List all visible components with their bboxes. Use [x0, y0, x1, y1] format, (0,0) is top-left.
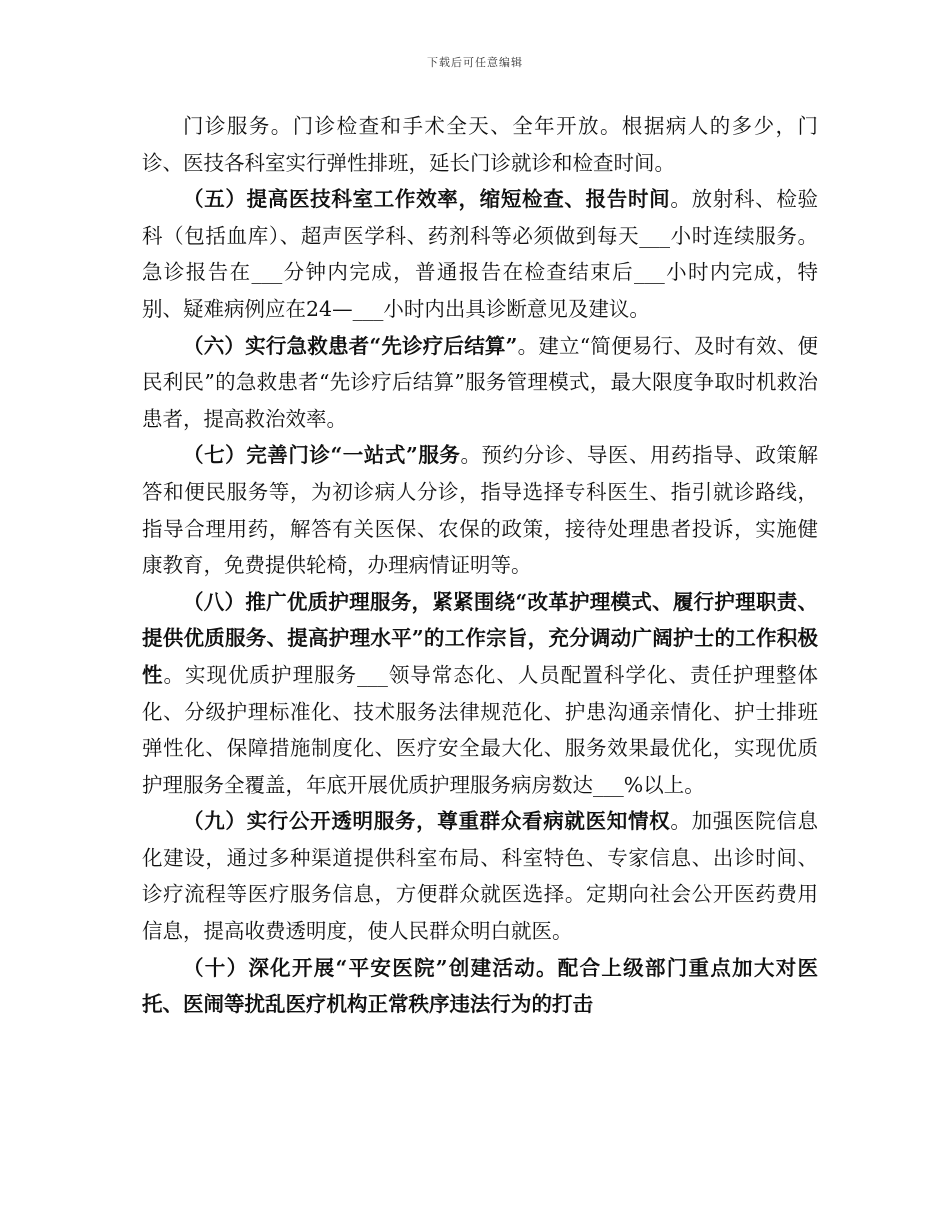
paragraph-section-7	[142, 437, 818, 583]
paragraph-lead: （五）提高医技科室工作效率，缩短检查、报告时间	[183, 187, 671, 212]
paragraph-section-8	[142, 584, 818, 804]
document-body	[142, 108, 818, 1023]
paragraph-lead: （十）深化开展“平安医院”创建活动。配合上级部门重点加大对医托、医闹等扰乱医疗机构正常秩序违法行为的打击	[142, 955, 818, 1017]
paragraph-lead: （七）完善门诊“一站式”服务	[183, 443, 461, 468]
paragraph-lead: （六）实行急救患者“先诊疗后结算”	[183, 333, 518, 358]
paragraph-section-10	[142, 950, 818, 1023]
paragraph-section-9	[142, 803, 818, 949]
paragraph-lead: （九）实行公开透明服务，尊重群众看病就医知情权	[183, 809, 671, 834]
paragraph-text: 。实现优质护理服务___领导常态化、人员配置科学化、责任护理整体化、分级护理标准化、技术服务法律规范化、护患沟通亲情化、护士排班弹性化、保障措施制度化、医疗安全最大化、服务效果最优化，实现优质护理服务全覆盖，年底开展优质护理服务病房数达___%以上。	[142, 662, 819, 797]
paragraph-text: 。建立“简便易行、及时有效、便民利民”的急救患者“先诊疗后结算”服务管理模式，最大限度争取时机救治患者，提高救治效率。	[142, 333, 818, 431]
paragraph-text: 。加强医院信息化建设，通过多种渠道提供科室布局、科室特色、专家信息、出诊时间、诊疗流程等医疗服务信息，方便群众就医选择。定期向社会公开医药费用信息，提高收费透明度，使人民群众明白就医。	[142, 809, 819, 944]
paragraph-text: 。放射科、检验科（包括血库）、超声医学科、药剂科等必须做到每天___小时连续服务。急诊报告在___分钟内完成，普通报告在检查结束后___小时内完成，特别、疑难病例应在24—___小时内出具诊断意见及建议。	[142, 187, 819, 321]
paragraph-text: 门诊服务。门诊检查和手术全天、全年开放。根据病人的多少，门诊、医技各科室实行弹性排班，延长门诊就诊和检查时间。	[142, 114, 818, 175]
paragraph-section-6	[142, 328, 818, 438]
paragraph-section-5	[142, 181, 818, 327]
page-header-note: 下载后可任意编辑	[427, 56, 523, 69]
paragraph-outpatient-service	[142, 108, 818, 181]
paragraph-lead: （八）推广优质护理服务，紧紧围绕“改革护理模式、履行护理职责、提供优质服务、提高护理水平”的工作宗旨，充分调动广阔护士的工作积极性	[142, 589, 818, 687]
paragraph-text: 。预约分诊、导医、用药指导、政策解答和便民服务等，为初诊病人分诊，指导选择专科医生、指引就诊路线，指导合理用药，解答有关医保、农保的政策，接待处理患者投诉，实施健康教育，免费提供轮椅，办理病情证明等。	[142, 443, 819, 578]
